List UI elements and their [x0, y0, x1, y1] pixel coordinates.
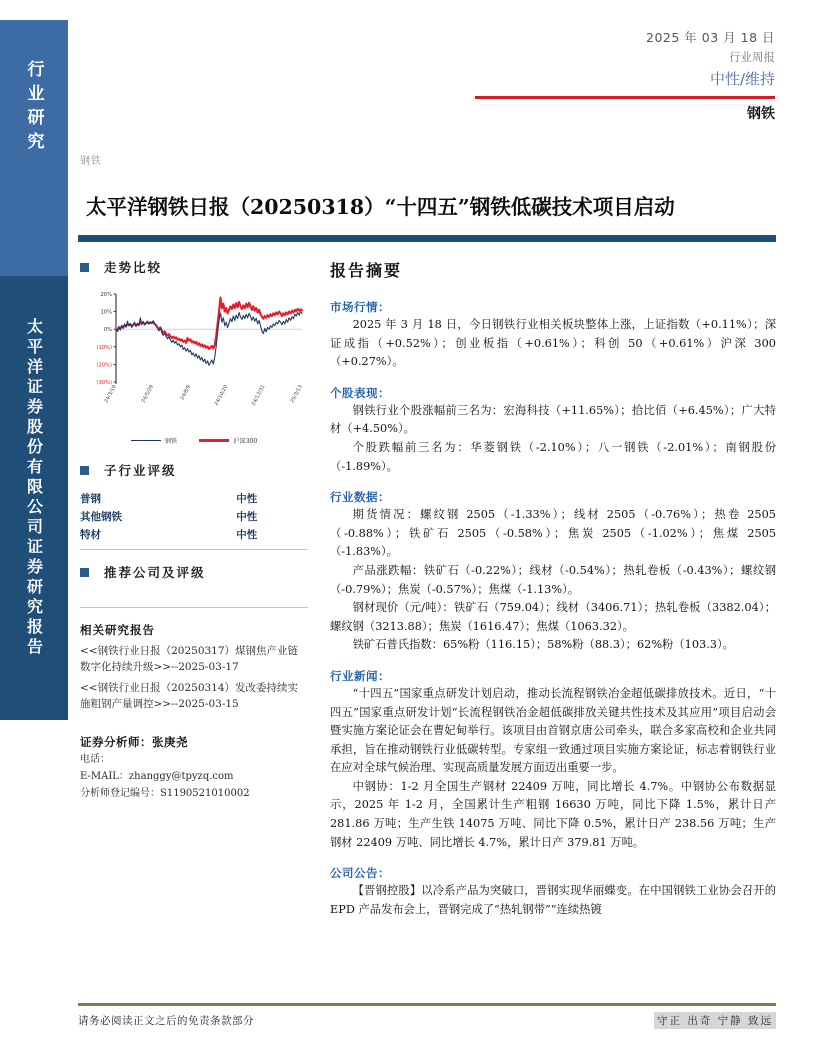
sidebar-bottom-band — [0, 276, 68, 720]
subindustry-section-header — [80, 461, 308, 479]
subindustry-section-title: 子行业评级 — [104, 463, 177, 478]
divider — [80, 549, 308, 550]
subindustry-name: 其他钢铁 — [80, 510, 122, 523]
chart-section-title: 走势比较 — [104, 260, 163, 275]
legend-label-steel: 钢铁 — [164, 438, 178, 445]
analyst-phone: 电话： — [80, 754, 110, 765]
analyst-email[interactable]: E-MAIL：zhanggy@tpyzq.com — [80, 771, 234, 782]
table-row — [80, 489, 308, 507]
svg-text:20%: 20% — [100, 292, 112, 298]
subindustry-rating-table — [80, 489, 308, 543]
subindustry-rating: 中性 — [236, 510, 258, 523]
analyst-section — [80, 734, 308, 801]
chart-svg — [80, 286, 308, 432]
table-row — [80, 525, 308, 543]
abstract-paragraph: 个股跌幅前三名为：华菱钢铁（-2.10%）；八一钢铁（-2.01%）；南钢股份（-1.89%）。 — [330, 440, 776, 473]
report-type: 行业周报 — [729, 50, 775, 64]
analyst-license: 分析师登记编号：S1190521010002 — [80, 788, 250, 799]
abstract-section-heading: 行业数据： — [330, 490, 390, 505]
footer-disclaimer: 请务必阅读正文之后的免责条款部分 — [78, 1015, 254, 1027]
svg-text:25/3/13: 25/3/13 — [289, 384, 304, 404]
svg-text:0%: 0% — [103, 327, 112, 334]
svg-text:24/5/29: 24/5/29 — [140, 384, 155, 404]
subindustry-rating: 中性 — [236, 528, 258, 541]
abstract-title: 报告摘要 — [330, 261, 403, 280]
svg-text:(30%): (30%) — [96, 380, 112, 386]
subindustry-name: 普钢 — [80, 492, 101, 505]
subindustry-rating-section — [80, 461, 308, 550]
abstract-section-heading: 公司公告： — [330, 866, 390, 881]
subindustry-rating: 中性 — [236, 492, 258, 505]
title-kicker: 钢铁 — [80, 156, 102, 167]
chart-section-header — [80, 258, 308, 276]
subindustry-name: 特材 — [80, 528, 101, 541]
title-blue-rule — [78, 235, 776, 242]
square-bullet-icon — [80, 263, 89, 272]
sidebar-top-label: 行业研究 — [23, 60, 44, 156]
table-row — [80, 507, 308, 525]
right-column — [330, 258, 776, 919]
vertical-sidebar — [0, 20, 68, 720]
page-title: 太平洋钢铁日报（20250318）“十四五”钢铁低碳技术项目启动 — [86, 195, 675, 219]
abstract-section-heading: 个股表现： — [330, 385, 390, 400]
abstract-paragraph: 钢材现价（元/吨）：铁矿石（759.04）；线材（3406.71）；热轧卷板（3382.04）；螺纹钢（3213.88）；焦炭（1616.47）；焦煤（1063.32）。 — [330, 601, 776, 633]
related-research-title: 相关研究报告 — [80, 623, 155, 637]
trend-comparison-chart — [80, 286, 308, 438]
related-research-section — [80, 622, 308, 712]
left-column — [80, 258, 308, 801]
footer-motto: 守正 出奇 宁静 致远 — [654, 1012, 776, 1029]
abstract-paragraph: “十四五”国家重点研发计划启动，推动长流程钢铁冶金超低碳排放技术。近日，“十四五”国家重点研发计划“长流程钢铁冶金超低碳排放关键共性技术及其应用”项目启动会暨实施方案论证会在曹妃甸举行。该项目由首钢京唐公司牵头，联合多家高校和企业共同承担，旨在推动钢铁行业低碳转型。专家组一致通过项目实施方案论证，标志着钢铁行业在应对全球气候治理、实现高质量发展方面迈出重要一步。 — [330, 686, 776, 775]
report-date: 2025 年 03 月 18 日 — [646, 30, 775, 45]
abstract-body — [330, 299, 776, 919]
divider — [80, 607, 308, 608]
svg-text:(20%): (20%) — [96, 362, 112, 369]
svg-text:24/10/20: 24/10/20 — [213, 384, 230, 407]
sector-label: 钢铁 — [747, 105, 775, 122]
header-red-rule — [475, 96, 775, 99]
legend-label-csi300: 沪深300 — [233, 438, 258, 445]
abstract-section-heading: 市场行情： — [330, 300, 390, 314]
abstract-paragraph: 中钢协：1-2 月全国生产钢材 22409 万吨，同比增长 4.7%。中钢协公布数据显示，2025 年 1-2 月，全国累计生产粗钢 16630 万吨，同比下降 1.5%，累计日产 281.86 万吨；生产生铁 14075 万吨、同比下降 0.5%，累计日产 238.56 万吨；生产钢材 22409 万吨、同比增长 4.7%，累计日产 379.81 万吨。 — [330, 779, 776, 849]
sidebar-top-band — [0, 20, 68, 276]
abstract-paragraph: 2025 年 3 月 18 日，今日钢铁行业相关板块整体上涨，上证指数（+0.11%）；深证成指（+0.52%）；创业板指（+0.61%）；科创 50（+0.61%）沪深 300（+0.27%）。 — [330, 318, 776, 369]
recommend-section — [80, 563, 308, 608]
svg-text:24/3/19: 24/3/19 — [103, 384, 118, 404]
list-item[interactable]: <<钢铁行业日报（20250317）煤钢焦产业链数字化持续升级>>--2025-03-17 — [80, 645, 299, 673]
square-bullet-icon — [80, 466, 89, 475]
page-footer — [78, 1012, 776, 1029]
rating-badge: 中性/维持 — [709, 70, 775, 88]
legend-swatch-csi300 — [199, 439, 229, 442]
analyst-name: 证券分析师：张庚尧 — [80, 735, 188, 749]
abstract-paragraph: 期货情况：螺纹钢 2505（-1.33%）；线材 2505（-0.76%）；热卷 2505（-0.88%）；铁矿石 2505（-0.58%）；焦炭 2505（-1.02%）；焦煤 2505（-1.83%）。 — [330, 508, 776, 559]
abstract-paragraph: 铁矿石普氏指数：65%粉（116.15）；58%粉（88.3）；62%粉（103.3）。 — [352, 638, 734, 652]
abstract-paragraph: 钢铁行业个股涨幅前三名为：宏海科技（+11.65%）；拾比佰（+6.45%）；广大特材（+4.50%）。 — [330, 403, 776, 436]
abstract-section-heading: 行业新闻： — [330, 668, 390, 683]
abstract-paragraph: 产品涨跌幅：铁矿石（-0.22%）；线材（-0.54%）；热轧卷板（-0.43%）；螺纹钢（-0.79%）；焦炭（-0.57%）；焦煤（-1.13%）。 — [330, 563, 776, 596]
square-bullet-icon — [80, 568, 89, 577]
svg-text:(10%): (10%) — [96, 344, 112, 351]
recommend-section-title: 推荐公司及评级 — [104, 565, 206, 580]
sidebar-bottom-label: 太平洋证券股份有限公司证券研究报告 — [24, 318, 44, 658]
svg-text:24/8/9: 24/8/9 — [179, 384, 193, 402]
abstract-paragraph: 【晋钢控股】以冷系产品为突破口，晋钢实现华丽蝶变。在中国钢铁工业协会召开的 EPD 产品发布会上，晋钢完成了“热轧钢带”“连续热镀 — [330, 884, 776, 916]
report-header — [475, 28, 775, 127]
svg-text:10%: 10% — [100, 309, 112, 316]
recommend-section-header — [80, 563, 308, 581]
list-item[interactable]: <<钢铁行业日报（20250314）发改委持续实施粗钢产量调控>>--2025-03-15 — [80, 682, 299, 710]
footer-rule — [78, 1003, 776, 1006]
svg-text:24/12/31: 24/12/31 — [250, 384, 267, 407]
legend-swatch-steel — [131, 440, 161, 441]
